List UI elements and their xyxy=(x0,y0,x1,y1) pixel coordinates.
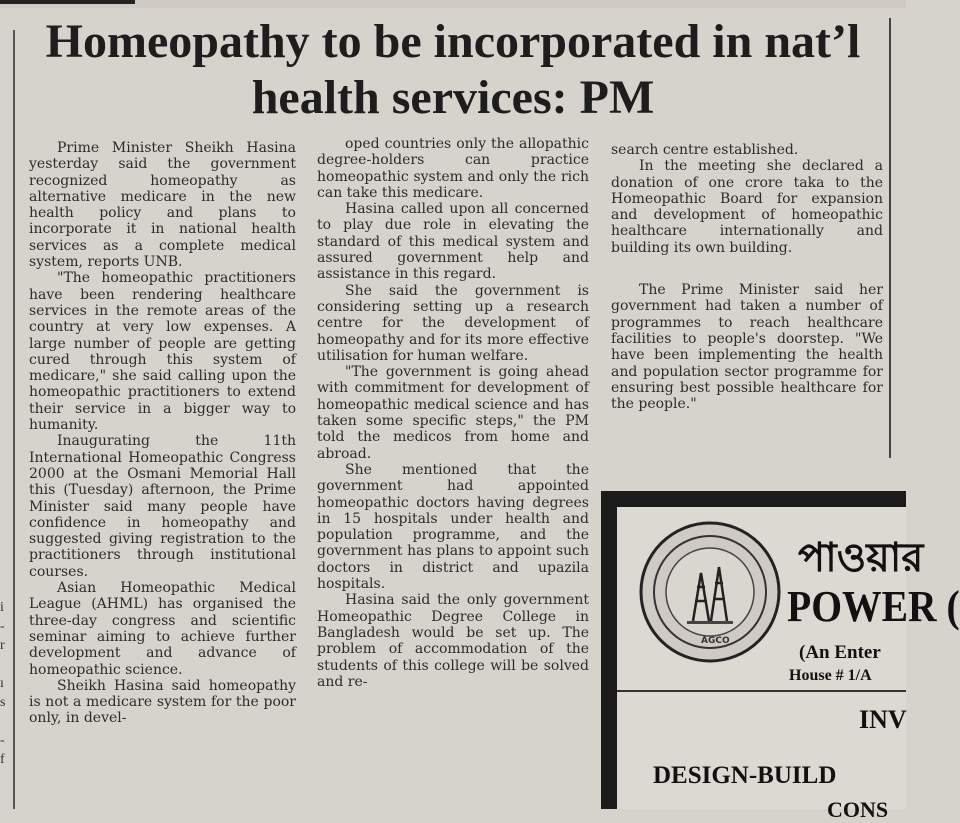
margin-letter: - xyxy=(0,619,5,634)
margin-letter xyxy=(0,655,10,674)
advertisement xyxy=(601,491,960,822)
article-column-1 xyxy=(29,140,296,727)
margin-letter: i xyxy=(0,600,4,615)
paragraph: search centre established. xyxy=(611,142,799,158)
masthead-rule xyxy=(0,0,135,4)
paragraph: The Prime Minister said her government had taken a number of programmes to reach healthcare facilities to people's doorstep. "We have been implementing the health and population sector programme for ensuring best possible healthcare for the people." xyxy=(611,282,883,413)
article-column-3 xyxy=(611,142,883,412)
headline: Homeopathy to be incorporated in nat’l health services: PM xyxy=(45,15,861,124)
ad-company-name: POWER ( xyxy=(787,582,960,631)
paragraph: Inaugurating the 11th International Homeopathic Congress 2000 at the Osmani Memorial Hall this (Tuesday) afternoon, the Prime Minister said many people have confidence in homeopathy and suggested giving registration to the practitioners through institutional courses. xyxy=(29,433,296,580)
margin-letter: - xyxy=(0,733,5,748)
ad-design-build: DESIGN-BUILD xyxy=(653,762,837,789)
paragraph: "The government is going ahead with commitment for development of homeopathic medical science and has taken some specific steps," the PM told the medicos from home and abroad. xyxy=(317,364,589,462)
ad-subtitle: (An Enter xyxy=(799,642,881,663)
ad-address: House # 1/A xyxy=(789,667,872,684)
column-rule-left xyxy=(13,30,15,809)
paragraph: Prime Minister Sheikh Hasina yesterday said the government recognized homeopathy as alternative medicare in the new health policy and plans to incorporate it in national health services as a complete medical system, reports UNB. xyxy=(29,140,296,271)
article-column-3-bottom xyxy=(611,282,883,412)
seal-text: AGCO xyxy=(701,636,730,646)
paragraph: Hasina said the only government Homeopathic Degree College in Bangladesh would be set up. The problem of accommodation of the students of this college will be solved and re- xyxy=(317,592,589,690)
paragraph: "The homeopathic practitioners have been rendering healthcare services in the remote areas of the country at very low expenses. A large number of people are getting cured through this system of medicare," she said calling upon the homeopathic practitioners to extend their service in a bigger way to humanity. xyxy=(29,270,296,434)
paragraph-gap xyxy=(611,256,883,282)
article-column-2 xyxy=(317,136,589,690)
masthead-strip xyxy=(0,0,906,8)
paragraph: She mentioned that the government had appointed homeopathic doctors having degrees in 15 hospitals under health and population programme, and the government has plans to appoint such doctors in district and upazila hospitals. xyxy=(317,461,589,593)
paragraph: She said the government is considering setting up a research centre for the development of homeopathy and for its more effective utilisation for human welfare. xyxy=(317,282,589,364)
margin-letter: r xyxy=(0,638,5,653)
margin-letter xyxy=(0,712,10,731)
ad-invitation: INV xyxy=(859,705,907,734)
ad-divider xyxy=(617,690,906,692)
paragraph: Hasina called upon all concerned to play due role in elevating the standard of this medical system and assured government help and assistance in this regard. xyxy=(317,201,589,283)
paragraph: In the meeting she declared a donation of one crore taka to the Homeopathic Board for expansion and development of homeopathic healthcare internationally and building its own building. xyxy=(611,158,883,256)
ad-cons: CONS xyxy=(827,797,889,822)
article-column-3-top xyxy=(611,142,883,256)
paragraph: oped countries only the allopathic degree-holders can practice homeopathic system and only the rich can take this medicare. xyxy=(317,136,589,201)
ad-bangla-title: পাওয়ার xyxy=(798,535,924,581)
margin-letter: s xyxy=(0,695,6,710)
paragraph: Sheikh Hasina said homeopathy is not a medicare system for the poor only, in devel- xyxy=(29,677,296,727)
column-rule-right xyxy=(889,18,891,458)
margin-letters xyxy=(0,598,10,769)
paragraph: Asian Homeopathic Medical League (AHML) has organised the three-day congress and scientific seminar aiming to achieve further development and advance of homeopathic science. xyxy=(29,580,296,678)
margin-letter: f xyxy=(0,752,5,767)
company-seal-logo xyxy=(639,521,781,663)
margin-letter: ı xyxy=(0,676,4,691)
